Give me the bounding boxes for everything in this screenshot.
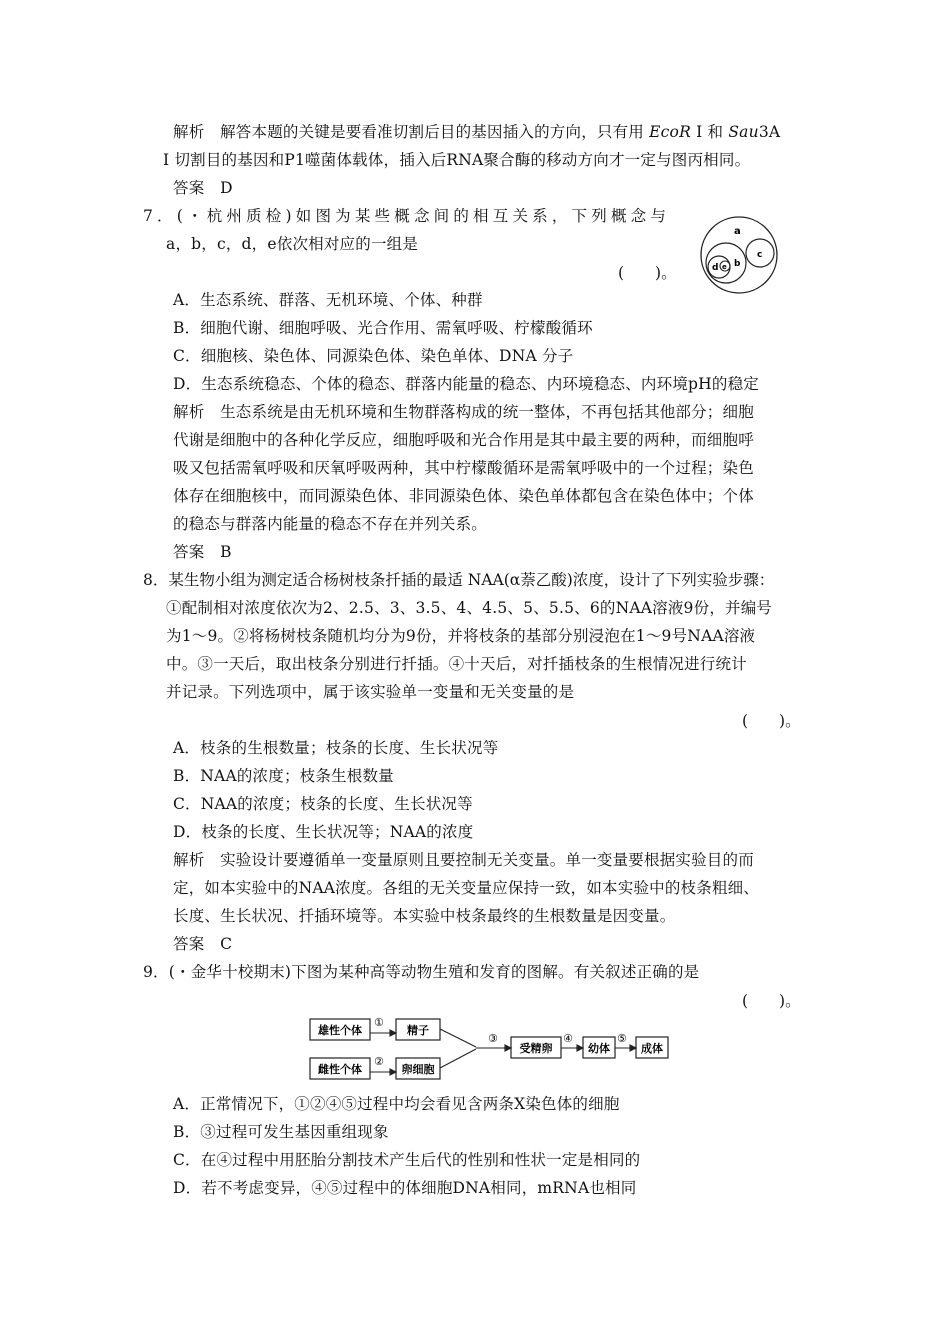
q8-stem-line-5: 并记录。下列选项中，属于该实验单一变量和无关变量的是 (166, 683, 575, 701)
q8-stem-line-3: 为1～9。②将杨树枝条随机均分为9份，并将枝条的基部分别浸泡在1～9号NAA溶液 (166, 627, 756, 645)
q7-option-c: C．细胞核、染色体、同源染色体、染色单体、DNA 分子 (173, 347, 574, 365)
label-a: a (734, 226, 741, 237)
q7-option-a: A．生态系统、群落、无机环境、个体、种群 (173, 291, 483, 309)
q7-stem-line-2: a，b，c，d，e依次相对应的一组是 (166, 235, 419, 253)
label-d: d (712, 263, 719, 273)
box-zygote (511, 1037, 561, 1058)
q6-analysis-line-1: 解析 解答本题的关键是要看准切割后目的基因插入的方向，只有用 EcoR Ⅰ 和 Sau3A (173, 123, 781, 141)
q8-analysis-line-2: 定，如本实验中的NAA浓度。各组的无关变量应保持一致，如本实验中的枝条粗细、 (173, 879, 760, 897)
box-young (583, 1037, 615, 1058)
box-adult (636, 1037, 668, 1058)
q6-analysis-line-2: Ⅰ 切割目的基因和P1噬菌体载体，插入后RNA聚合酶的移动方向才一定与图丙相同。 (163, 151, 751, 169)
q7-analysis-line-1: 解析 生态系统是由无机环境和生物群落构成的统一整体，不再包括其他部分；细胞 (173, 403, 754, 421)
q9-flow-diagram (306, 1013, 672, 1087)
box-sperm (396, 1019, 440, 1040)
step-5-label: ⑤ (617, 1032, 627, 1045)
q8-stem-line-4: 中。③一天后，取出枝条分别进行扦插。④十天后，对扦插枝条的生根情况进行统计 (166, 655, 747, 673)
q9-option-d: D．若不考虑变异，④⑤过程中的体细胞DNA相同，mRNA也相同 (173, 1179, 637, 1197)
q9-option-c: C．在④过程中用胚胎分割技术产生后代的性别和性状一定是相同的 (173, 1151, 641, 1169)
q8-option-b: B．NAA的浓度；枝条生根数量 (173, 767, 394, 785)
q7-option-d: D．生态系统稳态、个体的稳态、群落内能量的稳态、内环境稳态、内环境pH的稳定 (173, 375, 759, 393)
q7-analysis-line-4: 体存在细胞核中，而同源染色体、非同源染色体、染色单体都包含在染色体中；个体 (173, 487, 754, 505)
step-3-label: ③ (488, 1032, 498, 1045)
svg-text:成体: 成体 (641, 1042, 663, 1055)
q8-option-a: A．枝条的生根数量；枝条的长度、生长状况等 (173, 739, 499, 757)
q8-analysis-line-1: 解析 实验设计要遵循单一变量原则且要控制无关变量。单一变量要根据实验目的而 (173, 851, 754, 869)
svg-text:幼体: 幼体 (588, 1042, 610, 1055)
step-1-label: ① (374, 1016, 384, 1029)
q7-concept-diagram (698, 214, 780, 296)
q8-analysis-line-3: 长度、生长状况、扦插环境等。本实验中枝条最终的生根数量是因变量。 (173, 907, 676, 925)
svg-text:精子: 精子 (407, 1024, 429, 1037)
q7-analysis-line-2: 代谢是细胞中的各种化学反应，细胞呼吸和光合作用是其中最主要的两种，而细胞呼 (173, 431, 754, 449)
svg-text:雄性个体: 雄性个体 (318, 1024, 362, 1037)
box-egg (396, 1058, 440, 1079)
q7-answer-bracket: ( )。 (618, 264, 677, 282)
svg-text:雌性个体: 雌性个体 (318, 1063, 362, 1076)
q8-stem-line-2: ①配制相对浓度依次为2、2.5、3、3.5、4、4.5、5、5.5、6的NAA溶液9份，并编号 (166, 599, 773, 617)
step-4-label: ④ (563, 1032, 573, 1045)
q8-answer-bracket: ( )。 (742, 712, 801, 730)
q8-stem-line-1: 8．某生物小组为测定适合杨树枝条扦插的最适 NAA(α萘乙酸)浓度，设计了下列实验步骤： (143, 571, 775, 589)
q9-option-a: A．正常情况下，①②④⑤过程中均会看见含两条X染色体的细胞 (173, 1095, 620, 1113)
box-female (310, 1058, 370, 1079)
q7-analysis-line-5: 的稳态与群落内能量的稳态不存在并列关系。 (173, 515, 488, 533)
label-c: c (757, 250, 763, 260)
q9-stem: 9．(・金华十校期末)下图为某种高等动物生殖和发育的图解。有关叙述正确的是 (143, 963, 700, 981)
q6-answer: 答案 D (173, 179, 233, 197)
q7-stem-line-1: 7．(・杭州质检)如图为某些概念间的相互关系，下列概念与 (143, 207, 671, 225)
q8-option-d: D．枝条的长度、生长状况等；NAA的浓度 (173, 823, 474, 841)
label-e: e (722, 263, 727, 271)
q7-analysis-line-3: 吸又包括需氧呼吸和厌氧呼吸两种，其中柠檬酸循环是需氧呼吸中的一个过程；染色 (173, 459, 754, 477)
q8-answer: 答案 C (173, 935, 233, 953)
q9-option-b: B．③过程可发生基因重组现象 (173, 1123, 389, 1141)
box-male (310, 1019, 370, 1040)
svg-text:受精卵: 受精卵 (519, 1042, 553, 1055)
q7-answer: 答案 B (173, 543, 232, 561)
q8-option-c: C．NAA的浓度；枝条的长度、生长状况等 (173, 795, 473, 813)
q7-option-b: B．细胞代谢、细胞呼吸、光合作用、需氧呼吸、柠檬酸循环 (173, 319, 593, 337)
step-2-label: ② (374, 1055, 384, 1068)
q9-answer-bracket: ( )。 (742, 992, 801, 1010)
svg-text:卵细胞: 卵细胞 (401, 1063, 435, 1076)
label-b: b (734, 259, 741, 269)
